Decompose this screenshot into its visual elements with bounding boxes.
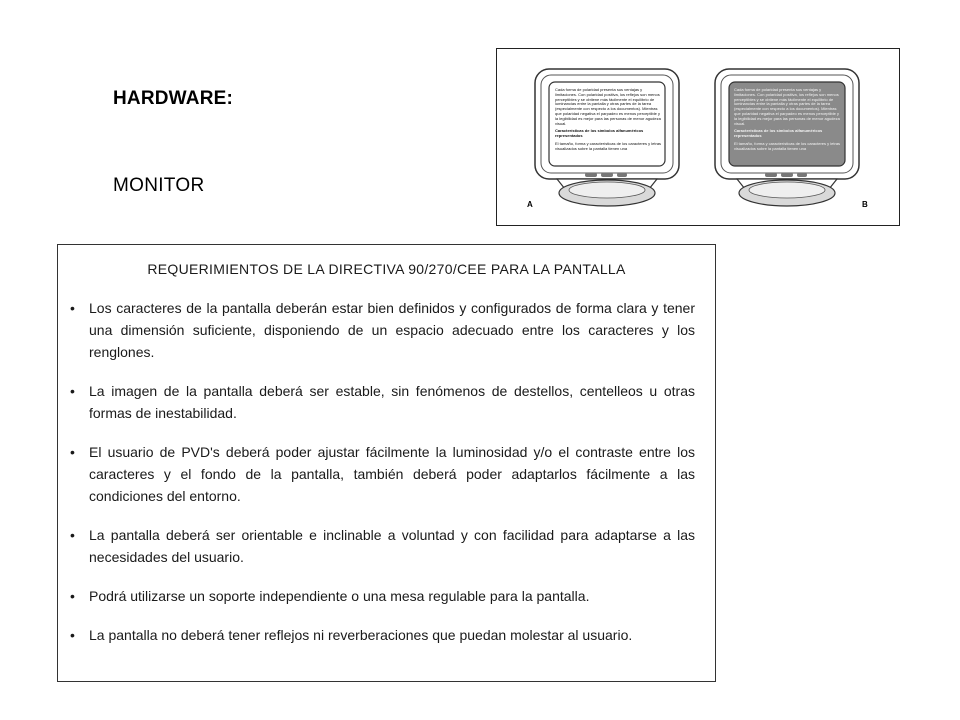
requirement-item [70,380,695,424]
requirement-item [70,297,695,363]
requirement-item [70,624,695,646]
requirement-item [70,524,695,568]
bullet-icon: • [70,527,75,543]
requirement-text: El usuario de PVD's deberá poder ajustar fácilmente la luminosidad y/o el contraste entre los caracteres y el fondo de la pantalla, también deberá poder adaptarlos fácilmente a las condiciones del entorno. [89,444,695,504]
screen-a-paragraph: El tamaño, forma y características de los caracteres y letras visualizados sobre la pantalla tienen una [555,140,662,151]
screen-b-paragraph: El tamaño, forma y características de los caracteres y letras visualizados sobre la pantalla tienen una [734,140,841,151]
screen-b-paragraph: Características de los símbolos alfanuméricos representados [734,128,823,139]
screen-b-paragraph: Cada forma de polaridad presenta sus ventajas y limitaciones. Con polaridad positiva, los reflejos son menos perceptibles y se obtiene más fácilmente el equilibrio de luminancias entre la pantalla y otras partes de la tarea (especialmente con respecto a los documentos). Mientras que polaridad negativa el parpadeo es menos perceptible y la legibilidad es mejor para las personas de menor agudeza visual. [734,88,840,126]
requirement-text: Los caracteres de la pantalla deberán estar bien definidos y configurados de forma clara y tener una dimensión suficiente, disponiendo de un espacio adecuado entre los caracteres y los renglones. [89,300,695,360]
figure-label-b: B [862,200,868,209]
bullet-icon: • [70,444,75,460]
requirement-item [70,441,695,507]
requirement-text: La pantalla deberá ser orientable e inclinable a voluntad y con facilidad para adaptarse a las necesidades del usuario. [89,527,695,565]
requirement-text: La pantalla no deberá tener reflejos ni reverberaciones que puedan molestar al usuario. [89,627,633,643]
section-subheading: MONITOR [113,175,205,196]
requirement-text: La imagen de la pantalla deberá ser estable, sin fenómenos de destellos, centelleos u otras formas de inestabilidad. [89,383,695,421]
requirement-item [70,585,695,607]
screen-a-paragraph: Cada forma de polaridad presenta sus ventajas y limitaciones. Con polaridad positiva, los reflejos son menos perceptibles y se obtiene más fácilmente el equilibrio de luminancias entre la pantalla y otras partes de la tarea (especialmente con respecto a los documentos). Mientras que polaridad negativa el parpadeo es menos perceptible y la legibilidad es mejor para las personas de menor agudeza visual. [555,88,661,126]
screen-a-paragraph: Características de los símbolos alfanuméricos representados [555,128,644,139]
bullet-icon: • [70,588,75,604]
monitor-b-screen-text [734,88,843,160]
requirements-list [70,297,695,663]
page-heading: HARDWARE: [113,88,234,109]
monitor-a-screen-text [555,88,664,160]
bullet-icon: • [70,627,75,643]
figure-label-a: A [527,200,533,209]
bullet-icon: • [70,300,75,316]
requirement-text: Podrá utilizarse un soporte independiente o una mesa regulable para la pantalla. [89,588,590,604]
requirements-box [57,244,716,682]
requirements-title: REQUERIMIENTOS DE LA DIRECTIVA 90/270/CEE PARA LA PANTALLA [147,261,626,277]
bullet-icon: • [70,383,75,399]
